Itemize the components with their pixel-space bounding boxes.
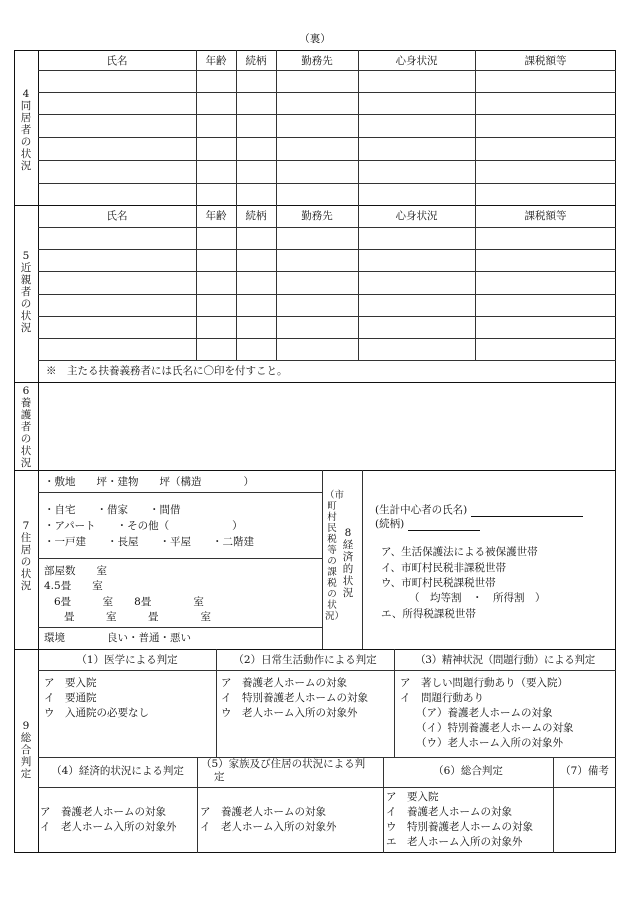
s9-h2: （2）日常生活動作による判定 [233, 654, 377, 666]
s5-header-relation: 続柄 [245, 210, 267, 222]
s7-row-line [38, 558, 322, 559]
section4-bottom [14, 205, 616, 206]
s9-c2-2: ウ 老人ホーム入所の対象外 [221, 707, 358, 719]
section7-title: 7住居の状況 [20, 520, 32, 592]
s4-col-line [236, 50, 237, 205]
section7-bottom [14, 649, 616, 650]
s5-col-line [358, 205, 359, 360]
s5-col-line [475, 205, 476, 360]
s7-rooms-68: 6畳 室 8畳 室 [54, 596, 204, 608]
s9-h4: （4）経済的状況による判定 [51, 765, 184, 777]
s9-c6-3: エ 老人ホーム入所の対象外 [386, 836, 523, 848]
s8-item-i: イ、市町村民税非課税世帯 [381, 562, 507, 574]
s9-c5-1: イ 老人ホーム入所の対象外 [200, 821, 337, 833]
s5-row-line [38, 316, 616, 317]
s9-c6-1: イ 養護老人ホームの対象 [386, 806, 512, 818]
s9-h6: （6）総合判定 [433, 765, 503, 777]
s5-row-line [38, 227, 616, 228]
s4-header-relation: 続柄 [245, 55, 267, 67]
s5-row-line [38, 249, 616, 250]
s5-row-line [38, 294, 616, 295]
s8-item-u: ウ、市町村民税課税世帯 [381, 577, 496, 589]
s4-header-workplace: 勤務先 [301, 55, 333, 67]
s7-land-building: ・敷地 坪・建物 坪（構造 ） [44, 476, 254, 488]
s8-rel-label [375, 518, 480, 531]
s9-h7: （7）備考 [560, 765, 609, 777]
s4-col-line [196, 50, 197, 205]
s5-header-health: 心身状況 [395, 210, 438, 222]
s7-row-line [38, 492, 322, 493]
s9-c2-1: イ 特別養護老人ホームの対象 [221, 692, 368, 704]
s7-rooms-label: 部屋数 室 [44, 565, 107, 577]
s5-row-line [38, 360, 616, 361]
s5-row-line [38, 271, 616, 272]
s8-head-field[interactable] [471, 504, 583, 517]
s8-label-line [362, 470, 363, 649]
s5-header-age: 年齢 [205, 210, 227, 222]
s9-c4-1: イ 老人ホーム入所の対象外 [40, 821, 177, 833]
s9-row-line [38, 787, 616, 788]
page-header: （裏） [299, 33, 331, 45]
s9-c2-0: ア 養護老人ホームの対象 [221, 677, 347, 689]
s9-c3-0: ア 著しい問題行動あり（要入院） [400, 677, 568, 689]
s9-c6-0: ア 要入院 [386, 791, 439, 803]
s4-col-line [276, 50, 277, 205]
section8-subtitle: （市町村民税等の課税の状況） [325, 490, 345, 622]
s8-item-e: エ、所得税課税世帯 [381, 608, 476, 620]
s5-header-tax: 課税額等 [524, 210, 567, 222]
s7-rooms-45: 4.5畳 室 [44, 580, 103, 592]
s4-row-line [38, 183, 616, 184]
s9-c1-1: イ 要通院 [44, 692, 97, 704]
s7-row-line [38, 627, 322, 628]
s7-structure: ・一戸建 ・長屋 ・平屋 ・二階建 [44, 536, 254, 548]
s9-c3-4: （ウ）老人ホーム入所の対象外 [416, 737, 563, 749]
s8-rel-text: (続柄) [375, 518, 405, 530]
s5-header-name: 氏名 [106, 210, 128, 222]
s9-c3-3: （イ）特別養護老人ホームの対象 [416, 722, 574, 734]
section4-title: 4同居者の状況 [20, 88, 32, 172]
s9-c6-2: ウ 特別養護老人ホームの対象 [386, 821, 533, 833]
s7-ownership: ・自宅 ・借家 ・間借 [44, 504, 181, 516]
section5-bottom [14, 382, 616, 383]
s4-header-age: 年齢 [205, 55, 227, 67]
s7-type: ・アパート ・その他（ ） [44, 520, 243, 532]
s4-header-health: 心身状況 [395, 55, 438, 67]
s9-h1: （1）医学による判定 [76, 654, 178, 666]
s8-head-text: (生計中心者の氏名) [375, 504, 468, 516]
s5-col-line [276, 205, 277, 360]
label-column-divider [38, 50, 39, 853]
s9-c3-1: イ 問題行動あり [400, 692, 484, 704]
s9-row-line [38, 670, 616, 671]
s4-col-line [475, 50, 476, 205]
s9-h3: （3）精神状況（問題行動）による判定 [415, 654, 595, 666]
s4-row-line [38, 70, 616, 71]
s5-row-line [38, 338, 616, 339]
s9-c4-0: ア 養護老人ホームの対象 [40, 806, 166, 818]
s4-row-line [38, 92, 616, 93]
section5-title: 5近親者の状況 [20, 250, 32, 334]
s4-header-tax: 課税額等 [524, 55, 567, 67]
s5-note: ※ 主たる扶養義務者には氏名に〇印を付すこと。 [46, 365, 288, 377]
section9-title: 9総合判定 [20, 720, 32, 780]
s4-col-line [358, 50, 359, 205]
s5-col-line [236, 205, 237, 360]
s8-rel-field[interactable] [408, 518, 480, 531]
s4-row-line [38, 160, 616, 161]
s8-head-label [375, 504, 583, 517]
s4-row-line [38, 137, 616, 138]
section6-bottom [14, 470, 616, 471]
s9-c1-2: ウ 入通院の必要なし [44, 707, 149, 719]
s7-rooms-other: 畳 室 畳 室 [64, 611, 211, 623]
s8-item-a: ア、生活保護法による被保護世帯 [381, 546, 538, 558]
s9-col-line [197, 757, 198, 853]
s9-c5-0: ア 養護老人ホームの対象 [200, 806, 326, 818]
s4-header-name: 氏名 [106, 55, 128, 67]
s9-h5a: （5）家族及び住居の状況による判 [201, 758, 366, 770]
s5-col-line [196, 205, 197, 360]
section8-title: 8経済的状況 [342, 527, 354, 599]
section6-title: 6養護者の状況 [20, 385, 32, 469]
s9-h5b: 定 [214, 771, 225, 783]
s7-right-line [322, 470, 323, 649]
s7-environment: 環境 良い・普通・悪い [44, 632, 191, 644]
s8-item-u-detail: （ 均等割 ・ 所得割 ） [409, 592, 546, 604]
s9-c1-0: ア 要入院 [44, 677, 97, 689]
s5-header-workplace: 勤務先 [301, 210, 333, 222]
s4-row-line [38, 114, 616, 115]
s9-c3-2: （ア）養護老人ホームの対象 [416, 707, 553, 719]
